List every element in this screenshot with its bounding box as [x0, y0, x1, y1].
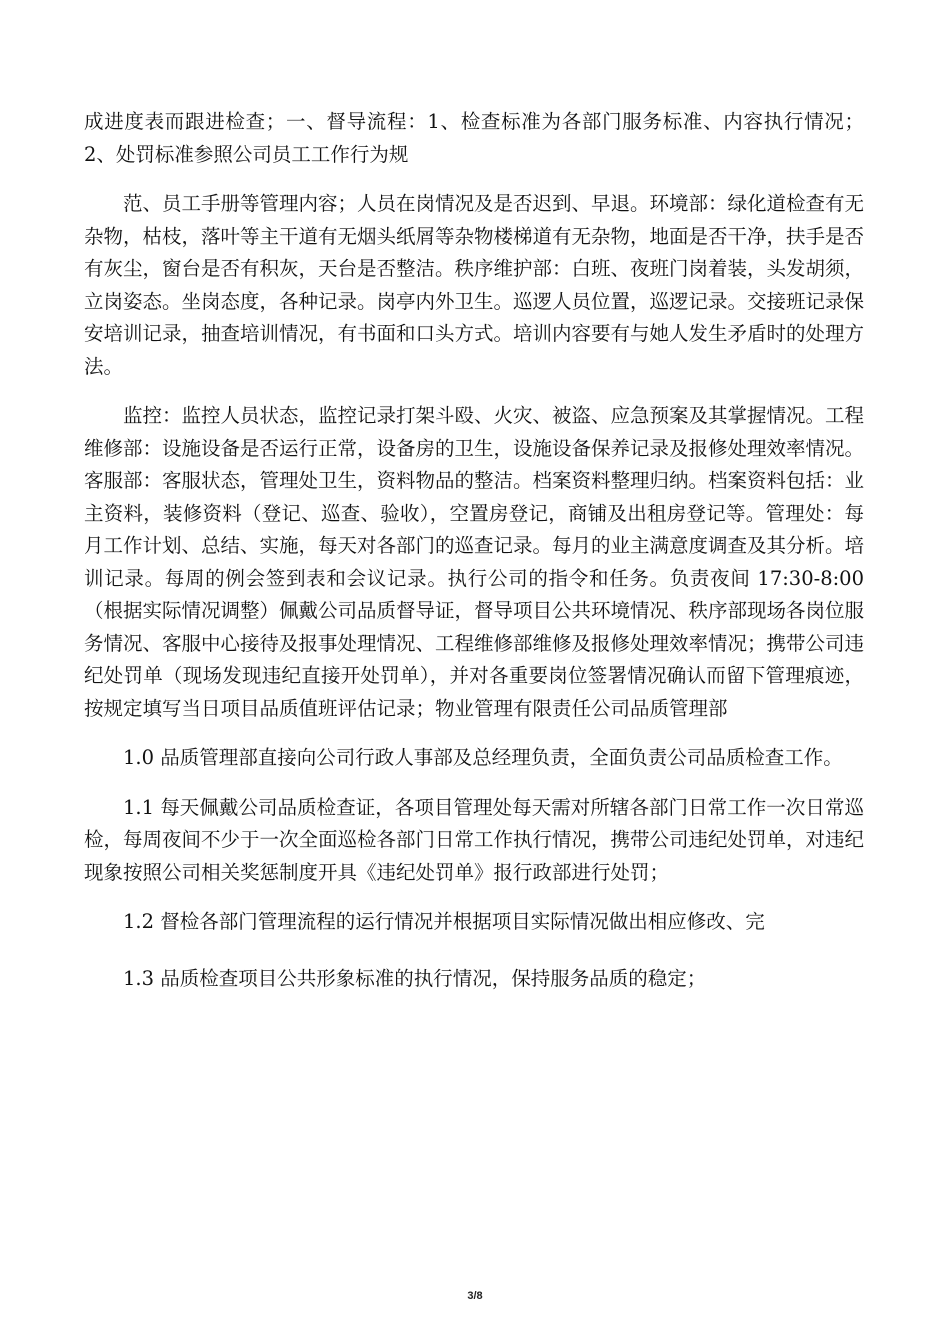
paragraph-1: 成进度表而跟进检查；一、督导流程：1、检查标准为各部门服务标准、内容执行情况；2、处罚标准参照公司员工工作行为规 — [84, 110, 864, 166]
page-number: 3/8 — [467, 1290, 483, 1302]
paragraph-4: 1.0 品质管理部直接向公司行政人事部及总经理负责，全面负责公司品质检查工作。 — [123, 746, 843, 769]
paragraph-3: 监控：监控人员状态，监控记录打架斗殴、火灾、被盗、应急预案及其掌握情况。工程维修部：设施设备是否运行正常，设备房的卫生，设施设备保养记录及报修处理效率情况。客服部：客服状态，管理处卫生，资料物品的整洁。档案资料整理归纳。档案资料包括：业主资料，装修资料（登记、巡查、验收），空置房登记，商铺及出租房登记等。管理处：每月工作计划、总结、实施，每天对各部门的巡查记录。每月的业主满意度调查及其分析。培训记录。每周的例会签到表和会议记录。执行公司的指令和任务。负责夜间 17:30-8:00（根据实际情况调整）佩戴公司品质督导证，督导项目公共环境情况、秩序部现场各岗位服务情况、客服中心接待及报事处理情况、工程维修部维修及报修处理效率情况；携带公司违纪处罚单（现场发现违纪直接开处罚单），并对各重要岗位签署情况确认而留下管理痕迹，按规定填写当日项目品质值班评估记录；物业管理有限责任公司品质管理部 — [84, 404, 865, 720]
paragraph-7: 1.3 品质检查项目公共形象标准的执行情况，保持服务品质的稳定； — [123, 966, 707, 990]
paragraph-2: 范、员工手册等管理内容；人员在岗情况及是否迟到、早退。环境部：绿化道检查有无杂物，枯枝，落叶等主干道有无烟头纸屑等杂物楼梯道有无杂物，地面是否干净，扶手是否有灰尘，窗台是否有积灰，天台是否整洁。秩序维护部：白班、夜班门岗着装，头发胡须，立岗姿态。坐岗态度，各种记录。岗亭内外卫生。巡逻人员位置，巡逻记录。交接班记录保安培训记录，抽查培训情况，有书面和口头方式。培训内容要有与她人发生矛盾时的处理方法。 — [84, 192, 865, 378]
paragraph-5: 1.1 每天佩戴公司品质检查证，各项目管理处每天需对所辖各部门日常工作一次日常巡检，每周夜间不少于一次全面巡检各部门日常工作执行情况，携带公司违纪处罚单，对违纪现象按照公司相关奖惩制度开具《违纪处罚单》报行政部进行处罚； — [84, 795, 865, 884]
document-body — [84, 106, 864, 1012]
paragraph-6: 1.2 督检各部门管理流程的运行情况并根据项目实际情况做出相应修改、完 — [123, 910, 765, 933]
